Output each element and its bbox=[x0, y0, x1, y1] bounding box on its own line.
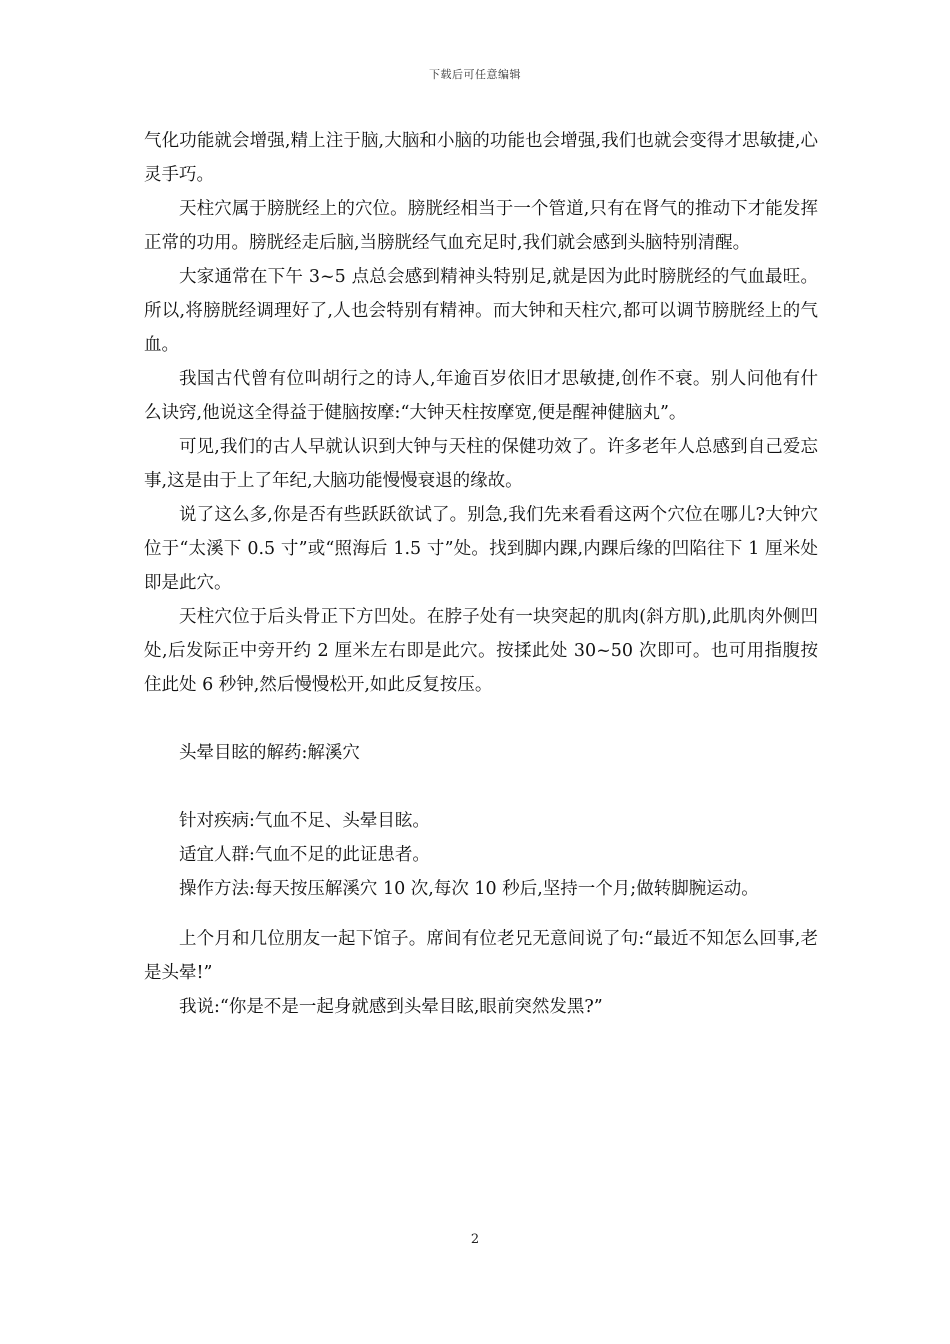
header-note: 下载后可任意编辑 bbox=[429, 68, 521, 81]
paragraph-tianzhu-intro: 天柱穴属于膀胱经上的穴位。膀胱经相当于一个管道,只有在肾气的推动下才能发挥正常的功用。膀胱经走后脑,当膀胱经气血充足时,我们就会感到头脑特别清醒。 bbox=[144, 199, 818, 253]
section-title: 头晕目眩的解药:解溪穴 bbox=[179, 743, 360, 763]
suitable-people: 适宜人群:气血不足的此证患者。 bbox=[179, 845, 430, 865]
paragraph-tianzhu-location: 天柱穴位于后头骨正下方凹处。在脖子处有一块突起的肌肉(斜方肌),此肌肉外侧凹处,后发际正中旁开约 2 厘米左右即是此穴。按揉此处 30~50 次即可。也可用指腹按住此处 6 秒钟,然后慢慢松开,如此反复按压。 bbox=[144, 607, 818, 695]
paragraph-ancient-knowledge: 可见,我们的古人早就认识到大钟与天柱的保健功效了。许多老年人总感到自己爱忘事,这是由于上了年纪,大脑功能慢慢衰退的缘故。 bbox=[144, 437, 818, 491]
target-disease: 针对疾病:气血不足、头晕目眩。 bbox=[179, 811, 430, 831]
paragraph-reply: 我说:“你是不是一起身就感到头晕目眩,眼前突然发黑?” bbox=[179, 997, 603, 1017]
paragraph-ancient-poet: 我国古代曾有位叫胡行之的诗人,年逾百岁依旧才思敏捷,创作不衰。别人问他有什么诀窍,他说这全得益于健脑按摩:“大钟天柱按摩宽,便是醒神健脑丸”。 bbox=[144, 369, 818, 423]
document-body bbox=[144, 124, 818, 1024]
paragraph-dazhong-location: 说了这么多,你是否有些跃跃欲试了。别急,我们先来看看这两个穴位在哪儿?大钟穴位于“太溪下 0.5 寸”或“照海后 1.5 寸”处。找到脚内踝,内踝后缘的凹陷往下 1 厘米处即是此穴。 bbox=[144, 505, 818, 593]
spacer bbox=[144, 702, 818, 736]
operation-method: 操作方法:每天按压解溪穴 10 次,每次 10 秒后,坚持一个月;做转脚腕运动。 bbox=[179, 879, 759, 899]
spacer bbox=[144, 770, 818, 804]
paragraph-dinner-story: 上个月和几位朋友一起下馆子。席间有位老兄无意间说了句:“最近不知怎么回事,老是头晕!” bbox=[144, 929, 818, 983]
paragraph-afternoon-energy: 大家通常在下午 3~5 点总会感到精神头特别足,就是因为此时膀胱经的气血最旺。所以,将膀胱经调理好了,人也会特别有精神。而大钟和天柱穴,都可以调节膀胱经上的气血。 bbox=[144, 267, 818, 355]
spacer bbox=[144, 906, 818, 922]
paragraph-continuation: 气化功能就会增强,精上注于脑,大脑和小脑的功能也会增强,我们也就会变得才思敏捷,心灵手巧。 bbox=[144, 131, 818, 185]
page-number: 2 bbox=[470, 1232, 480, 1247]
